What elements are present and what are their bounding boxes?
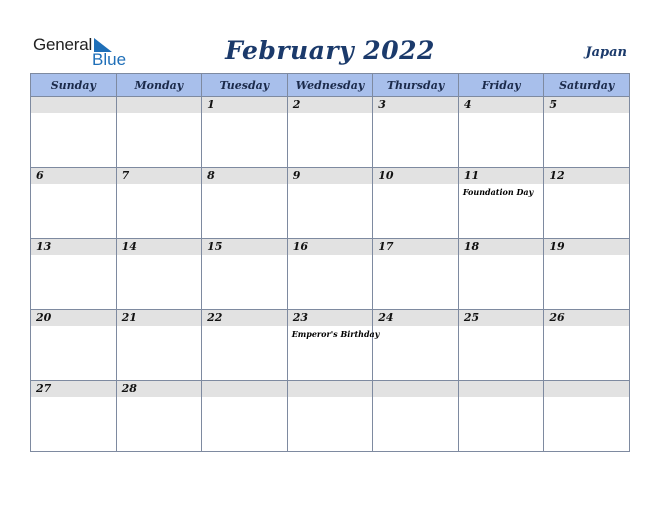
day-cell [116, 310, 202, 381]
weekday-header: Monday [116, 74, 202, 97]
day-number: 23 [292, 311, 308, 324]
day-cell [373, 381, 459, 452]
day-number-bar [459, 381, 544, 397]
day-cell [544, 168, 630, 239]
day-cell [544, 239, 630, 310]
day-number-bar [31, 239, 116, 255]
day-cell [287, 310, 380, 381]
day-number-bar [544, 168, 629, 184]
day-number: 26 [549, 311, 565, 324]
day-number-bar [373, 97, 458, 113]
day-number-bar [459, 310, 544, 326]
day-cell [116, 168, 202, 239]
day-number-bar [117, 97, 202, 113]
day-number-bar [31, 310, 116, 326]
week-row [31, 239, 630, 310]
day-cell [373, 239, 459, 310]
day-number-bar [31, 97, 116, 113]
day-number: 8 [207, 169, 215, 182]
day-cell [31, 97, 117, 168]
day-number: 12 [549, 169, 565, 182]
week-row [31, 168, 630, 239]
day-cell [544, 381, 630, 452]
weekday-header: Tuesday [202, 74, 288, 97]
day-cell [202, 168, 288, 239]
day-number: 16 [292, 240, 308, 253]
day-number: 24 [378, 311, 394, 324]
day-cell [458, 239, 544, 310]
day-number: 27 [36, 382, 52, 395]
day-cell [373, 310, 459, 381]
page-title: February 2022 [225, 36, 435, 65]
day-cell [202, 239, 288, 310]
day-cell [202, 97, 288, 168]
day-number: 7 [121, 169, 130, 182]
weekday-header: Saturday [544, 74, 630, 97]
day-number: 15 [207, 240, 223, 253]
day-number: 10 [378, 169, 394, 182]
day-number: 3 [378, 98, 386, 111]
day-number: 5 [549, 98, 558, 111]
day-cell [31, 310, 117, 381]
day-cell [116, 97, 202, 168]
day-number: 13 [36, 240, 52, 253]
day-number: 21 [121, 311, 137, 324]
logo-text-general: General [33, 35, 93, 54]
day-cell [544, 310, 630, 381]
day-number-bar [288, 97, 373, 113]
day-number-bar [202, 97, 287, 113]
day-number-bar [288, 381, 373, 397]
day-number: 28 [121, 382, 137, 395]
day-number: 25 [463, 311, 480, 324]
country-label: Japan [585, 45, 627, 60]
day-cell [116, 381, 202, 452]
day-number: 19 [549, 240, 565, 253]
day-number-bar [117, 168, 202, 184]
day-number-bar [117, 239, 202, 255]
day-cell [373, 168, 459, 239]
day-number-bar [373, 239, 458, 255]
day-number: 20 [36, 311, 52, 324]
day-number-bar [117, 381, 202, 397]
day-number-bar [288, 168, 373, 184]
weekday-header-row [31, 74, 630, 97]
day-number: 6 [36, 169, 44, 182]
day-number-bar [544, 381, 629, 397]
logo-text-blue: Blue [92, 50, 127, 69]
day-cell [544, 97, 630, 168]
day-number-bar [373, 168, 458, 184]
day-number-bar [202, 168, 287, 184]
day-number-bar [288, 239, 373, 255]
weekday-header: Wednesday [287, 74, 373, 97]
day-number-bar [202, 239, 287, 255]
day-cell [31, 381, 117, 452]
day-number: 17 [378, 240, 394, 253]
day-cell [287, 239, 373, 310]
day-number-bar [459, 97, 544, 113]
weekday-header: Sunday [31, 74, 117, 97]
day-cell [202, 381, 288, 452]
day-number-bar [31, 168, 116, 184]
day-number: 4 [463, 98, 472, 111]
day-number-bar [544, 97, 629, 113]
day-cell [31, 239, 117, 310]
day-cell [287, 97, 373, 168]
weekday-header: Friday [458, 74, 544, 97]
day-cell [202, 310, 288, 381]
week-row [31, 310, 630, 381]
day-number: 22 [207, 311, 223, 324]
day-number-bar [544, 310, 629, 326]
calendar-grid [30, 73, 630, 452]
day-cell [31, 168, 117, 239]
day-cell [287, 168, 373, 239]
day-number: 18 [463, 240, 480, 253]
day-number-bar [202, 381, 287, 397]
day-cell [458, 168, 544, 239]
day-number-bar [544, 239, 629, 255]
day-number-bar [288, 310, 373, 326]
day-cell [458, 97, 544, 168]
day-number-bar [202, 310, 287, 326]
day-cell [458, 381, 544, 452]
day-number-bar [459, 239, 544, 255]
week-row [31, 381, 630, 452]
day-number-bar [31, 381, 116, 397]
day-cell [373, 97, 459, 168]
holiday-label: Emperor's Birthday [291, 329, 380, 339]
day-number: 14 [121, 240, 137, 253]
weekday-header: Thursday [373, 74, 459, 97]
holiday-label: Foundation Day [462, 187, 534, 197]
day-cell [287, 381, 373, 452]
day-cell [116, 239, 202, 310]
day-number: 2 [292, 98, 301, 111]
week-row [31, 97, 630, 168]
day-number: 9 [292, 169, 301, 182]
day-number: 1 [207, 98, 215, 111]
day-number-bar [373, 310, 458, 326]
day-number-bar [373, 381, 458, 397]
day-cell [458, 310, 544, 381]
day-number-bar [459, 168, 544, 184]
day-number: 11 [463, 169, 480, 182]
day-number-bar [117, 310, 202, 326]
